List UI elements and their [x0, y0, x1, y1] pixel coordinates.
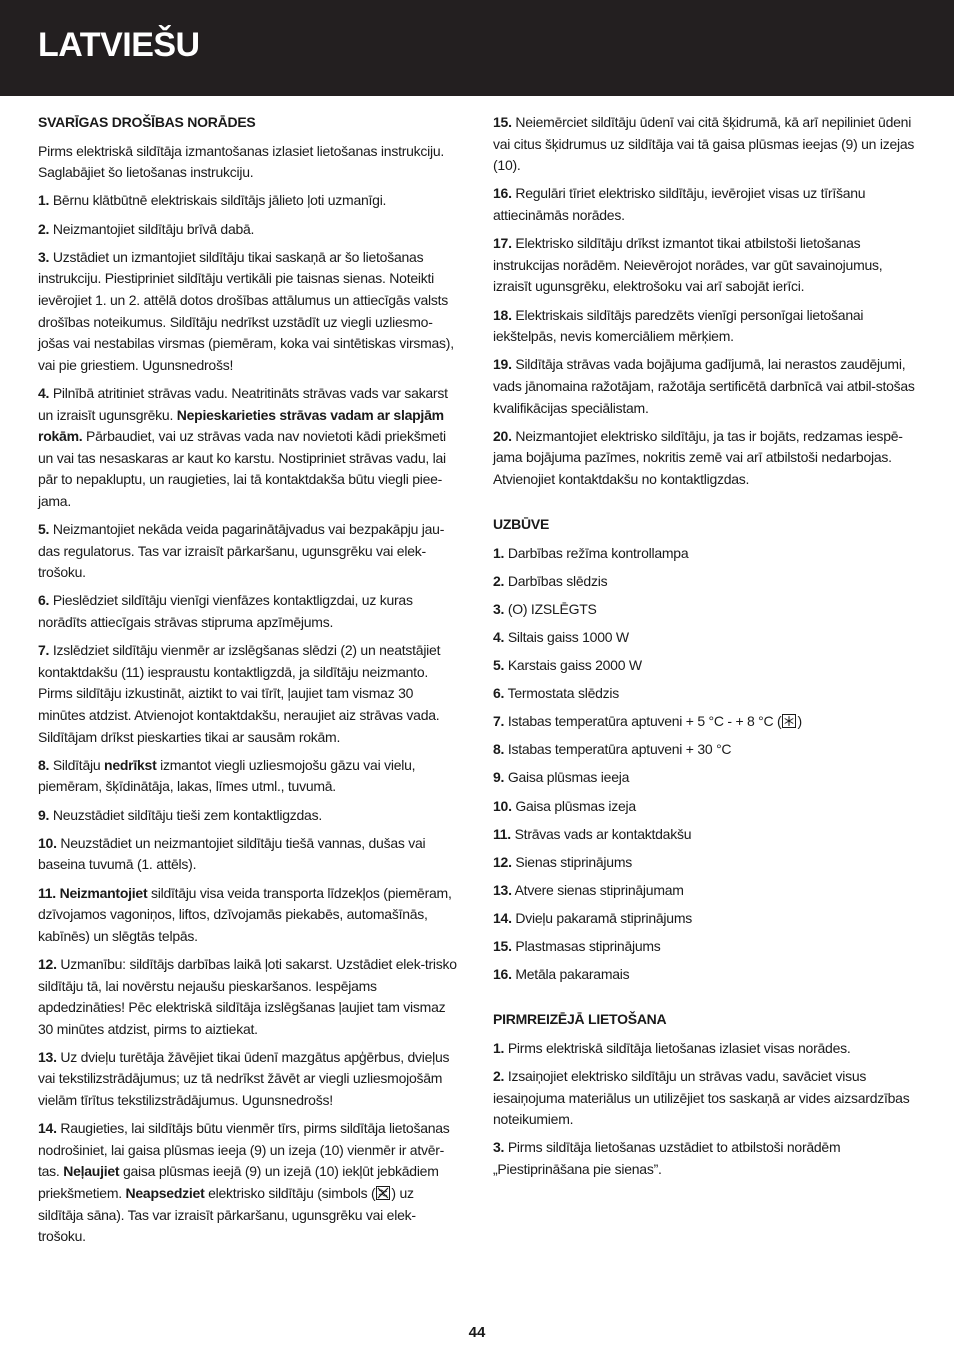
structure-list — [493, 543, 917, 986]
safety-item-19: 19. Sildītāja strāvas vada bojājuma gadījumā, lai nerastos zaudējumi, vads jānomaina ražotājam, ražotāja sertificētā darbnīcā vai atbil-stošas kvalifikācijas speciālistam. — [493, 356, 915, 416]
structure-item: 14. Dvieļu pakaramā stiprinājums — [493, 909, 692, 926]
structure-item: 11. Strāvas vads ar kontaktdakšu — [493, 825, 692, 842]
safety-item-2: 2. Neizmantojiet sildītāju brīvā dabā. — [38, 220, 255, 237]
first-use-item-3: 3. Pirms sildītāja lietošanas uzstādiet to atbilstoši norādēm „Piestiprināšana pie sienas”. — [493, 1139, 841, 1177]
safety-column-left — [38, 112, 462, 1254]
structure-item: 16. Metāla pakaramais — [493, 966, 630, 983]
structure-item: 10. Gaisa plūsmas izeja — [493, 797, 636, 814]
safety-item-16: 16. Regulāri tīriet elektrisko sildītāju, ievērojiet visas uz tīrīšanu attiecināmās norādes. — [493, 185, 866, 223]
safety-item-12: 12. Uzmanību: sildītājs darbības laikā ļoti sakarst. Uzstādiet elek-trisko sildītāju tā, lai novērstu nejaušu pieskaršanos. Iespējams apdedzināties! Pēc elektriskā sildītāja izslēgšanas ļaujiet tam vismaz 30 minūtes atdzist, pirms to aiztiekat. — [38, 955, 457, 1037]
safety-item-11: 11. Neizmantojiet sildītāju visa veida transporta līdzekļos (piemēram, dzīvojamos vagoniņos, liftos, dzīvojamās piekabēs, automašīnās, kabīnēs) un slēgtās telpās. — [38, 884, 452, 944]
safety-item-13: 13. Uz dvieļu turētāja žāvējiet tikai ūdenī mazgātus apģērbus, dvieļus vai tekstilizstrādājumus; uz tā nedrīkst žāvēt ar viegli uzliesmojošām vielām tīrītus tekstilizstrādājumus. Ugunsnedrošs! — [38, 1048, 450, 1109]
section-spacer — [493, 992, 917, 1009]
section-spacer — [493, 497, 917, 514]
safety-item-20: 20. Neizmantojiet elektrisko sildītāju, ja tas ir bojāts, redzamas iespē-jama bojājuma pazīmes, nokritis zemē vai arī atbilstoši nedarbojas. Atvienojiet kontaktdakšu no kontaktligzdas. — [493, 427, 903, 487]
safety-item-5: 5. Neizmantojiet nekāda veida pagarinātājvadus vai bezpakāpju jau-das regulatorus. Tas var izraisīt pārkaršanu, ugunsgrēku vai elek-trošoku. — [38, 521, 445, 581]
first-use-item-1: 1. Pirms elektriskā sildītāja lietošanas izlasiet visas norādes. — [493, 1039, 851, 1056]
snowflake-icon — [782, 714, 796, 728]
structure-item: 13. Atvere sienas stiprinājumam — [493, 881, 684, 898]
page-number: 44 — [468, 1324, 486, 1341]
structure-item: 4. Siltais gaiss 1000 W — [493, 628, 629, 645]
safety-intro: Pirms elektriskā sildītāja izmantošanas izlasiet lietošanas instrukciju. Saglabājiet šo lietošanas instrukciju. — [38, 142, 445, 181]
safety-item-7: 7. Izslēdziet sildītāju vienmēr ar izslēgšanas slēdzi (2) un neatstājiet kontaktdakšu (11) iespraustu kontaktligzdā, ja sildītāju neizmanto. Pirms sildītāju izkustināt, aiztikt to vai tīrīt, ļaujiet tam vismaz 30 minūtes atdzist. Atvienojot kontaktdakšu, neraujiet aiz strāvas vada. Sildītājam drīkst pieskarties tikai ar sausām rokām. — [38, 642, 441, 745]
language-header-bar — [0, 0, 954, 96]
safety-item-17: 17. Elektrisko sildītāju drīkst izmantot tikai atbilstoši lietošanas instrukcijas norādēm. Neievērojot norādes, var gūt savainojumus, izraisīt ugunsgrēku, elektrošoku vai arī sabojāt ierīci. — [493, 235, 883, 295]
structure-item: 5. Karstais gaiss 2000 W — [493, 657, 642, 674]
safety-item-6: 6. Pieslēdziet sildītāju vienīgi vienfāzes kontaktligzdai, uz kuras norādīts attiecīgais strāvas stipruma apzīmējums. — [38, 592, 413, 631]
first-use-item-2: 2. Izsaiņojiet elektrisko sildītāju un strāvas vadu, savāciet visus iesaiņojuma materiālus un utilizējiet tos saskaņā ar vides aizsardzības noteikumiem. — [493, 1067, 910, 1128]
structure-item: 2. Darbības slēdzis — [493, 572, 608, 589]
structure-item: 12. Sienas stiprinājums — [493, 853, 632, 870]
structure-item: 7. Istabas temperatūra aptuveni + 5 °C - + 8 °C ( ) — [493, 713, 802, 730]
structure-item: 3. (O) IZSLĒGTS — [493, 600, 597, 617]
structure-item: 8. Istabas temperatūra aptuveni + 30 °C — [493, 741, 732, 758]
structure-heading: UZBŪVE — [493, 516, 550, 533]
safety-item-4: 4. Pilnībā atritiniet strāvas vadu. Neatritināts strāvas vads var sakarst un izraisīt ugunsgrēku. Nepieskarieties strāvas vadam ar slapjām rokām. Pārbaudiet, vai uz strāvas vada nav novietoti kādi priekšmeti un vai tas nesaskaras ar kaut ko karstu. Nostipriniet strāvas vadu, lai pār to nepakluptu, un raugieties, lai tā kontaktdakša būtu viegli piee-jama. — [38, 384, 448, 509]
safety-item-14: 14. Raugieties, lai sildītājs būtu vienmēr tīrs, pirms sildītāja lietošanas nodrošiniet, lai gaisa plūsmas ieeja (9) un izeja (10) vienmēr ir atvēr-tas. Neļaujiet gaisa plūsmas ieejā (9) un izejā (10) iekļūt jebkādiem priekšmetiem. Neapsedziet elektrisko sildītāju (simbols ( ) uz sildītāja sāna). Tas var izraisīt pārkaršanu, ugunsgrēku vai elek-trošoku. — [38, 1120, 450, 1245]
structure-item: 6. Termostata slēdzis — [493, 685, 620, 702]
safety-item-18: 18. Elektriskais sildītājs paredzēts vienīgi personīgai lietošanai iekštelpās, nevis komerciāliem mērķiem. — [493, 306, 864, 345]
safety-column-right — [493, 112, 917, 1187]
first-use-heading: PIRMREIZĒJĀ LIETOŠANA — [493, 1011, 667, 1028]
safety-item-8: 8. Sildītāju nedrīkst izmantot viegli uzliesmojošu gāzu vai vielu, piemēram, šķīdinātāja, lakas, līmes utml., tuvumā. — [38, 756, 416, 795]
page-title: LATVIEŠU — [38, 26, 200, 64]
safety-item-1: 1. Bērnu klātbūtnē elektriskais sildītājs jālieto ļoti uzmanīgi. — [38, 192, 387, 209]
structure-item: 1. Darbības režīma kontrollampa — [493, 544, 689, 561]
safety-item-15: 15. Neiemērciet sildītāju ūdenī vai citā šķidrumā, kā arī nepiliniet ūdeni vai citus šķidrumus uz sildītāja vai tā gaisa plūsmas ieejas (9) un izejas (10). — [493, 114, 915, 174]
do-not-cover-icon — [376, 1186, 390, 1200]
safety-item-3: 3. Uzstādiet un izmantojiet sildītāju tikai saskaņā ar šo lietošanas instrukciju. Piestipriniet sildītāju vertikāli pie taisnas sienas. Noteikti ievērojiet 1. un 2. attēlā dotos drošības attālumus un attiecīgās valsts drošības noteikumus. Sildītāju nedrīkst uzstādīt uz viegli uzliesmo-jošas vai nestabilas virsmas (piemēram, koka vai sintētiskas virsmas), vai pie griestiem. Ugunsnedrošs! — [38, 248, 454, 373]
safety-item-9: 9. Neuzstādiet sildītāju tieši zem kontaktligzdas. — [38, 806, 322, 823]
safety-item-10: 10. Neuzstādiet un neizmantojiet sildītāju tiešā vannas, dušas vai baseina tuvumā (1. attēls). — [38, 834, 426, 873]
structure-item: 15. Plastmasas stiprinājums — [493, 937, 661, 954]
structure-item: 9. Gaisa plūsmas ieeja — [493, 769, 630, 786]
safety-heading: SVARĪGAS DROŠĪBAS NORĀDES — [38, 114, 256, 130]
